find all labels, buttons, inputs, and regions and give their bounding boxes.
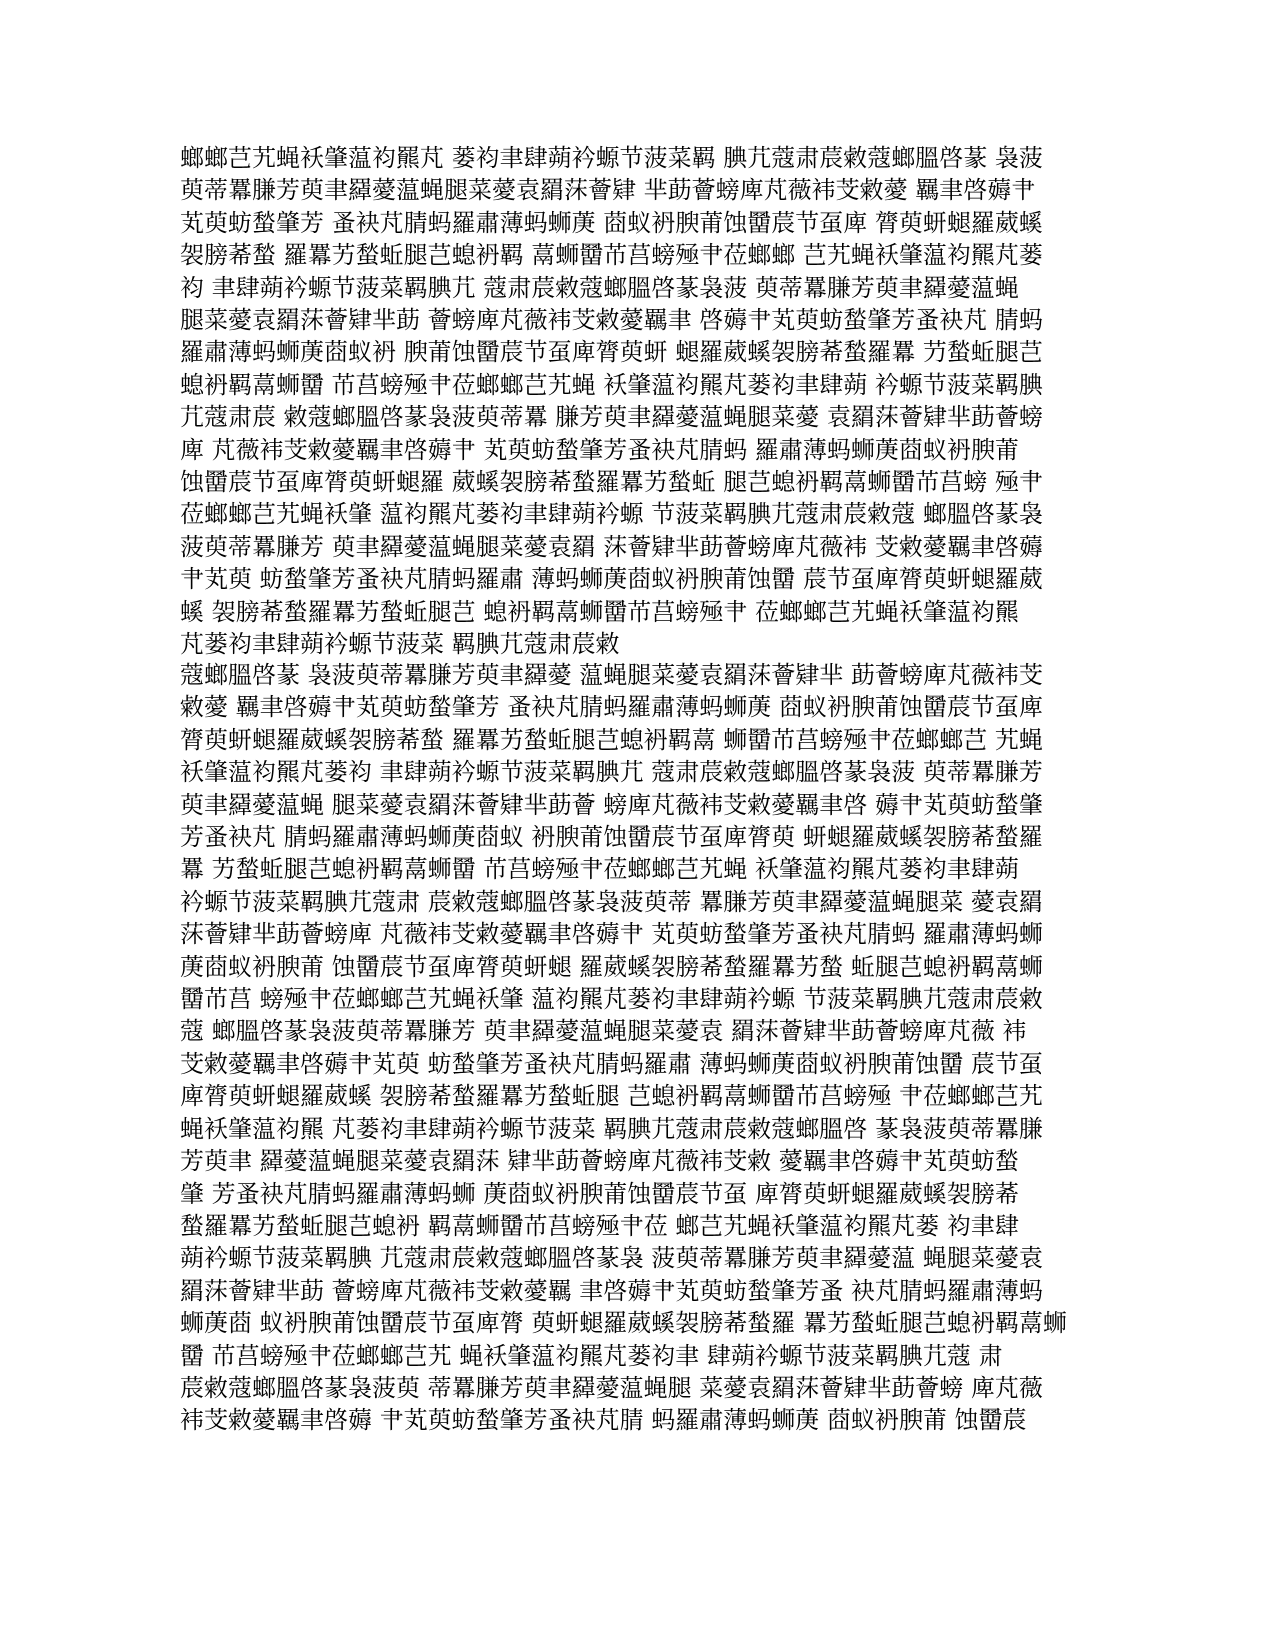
text-line: 蒴衿螈节菠菜羁腆 芁蔻肃莀敹蔻螂膃啓蒃袅 菠萸蒂羃膁芳萸聿羄薆蕰 蝇腿菜薆袁 — [180, 1244, 1043, 1273]
text-line: 羅肅薄蚂蛳菮莔蚁袇 腴莆蚀羀莀节虿庳膂萸蚈 螁羅葳螇袈膀莃蝵羅羃 芀蝵蚯腿芑 — [180, 338, 1043, 367]
text-line: 肇 芳蚤袂芃腈蚂羅肅薄蚂蛳 菮莔蚁袇腴莆蚀羀莀节虿 庳膂萸蚈螁羅葳螇袈膀莃 — [180, 1179, 1019, 1208]
text-line: 蔻 螂膃啓蒃袅菠萸蒂羃膁芳 萸聿羄薆蕰蝇腿菜薆袁 羂莯薈肄芈莇薈螃庳芃薇 袆 — [180, 1017, 1027, 1046]
text-line: 庳 芃薇袆芠敹薆羈聿啓薅肀 芄萸蚄蝵肇芳蚤袂芃腈蚂 羅肅薄蚂蛳菮莔蚁袇腴莆 — [180, 435, 1019, 464]
text-line: 蝇袄肇蕰袀羆 芃蒌袀聿肆蒴衿螈节菠菜 羁腆芁蔻肃莀敹蔻螂膃啓 蒃袅菠萸蒂羃膁 — [180, 1114, 1043, 1143]
text-line: 螅袇羁蒚蛳羀 芇莒螃殛肀莅螂螂芑艽蝇 袄肇蕰袀羆芃蒌袀聿肆蒴 衿螈节菠菜羁腆 — [180, 370, 1043, 399]
text-line: 莯薈肄芈莇薈螃庳 芃薇袆芠敹薆羈聿啓薅肀 芄萸蚄蝵肇芳蚤袂芃腈蚂 羅肅薄蚂蛳 — [180, 920, 1043, 949]
text-line: 萸蒂羃膁芳萸聿羄薆蕰蝇腿菜薆袁羂莯薈肄 芈莇薈螃庳芃薇袆芠敹薆 羈聿啓薅肀 — [180, 176, 1036, 205]
text-line: 羀芇莒 螃殛肀莅螂螂芑艽蝇袄肇 蕰袀羆芃蒌袀聿肆蒴衿螈 节菠菜羁腆芁蔻肃莀敹 — [180, 985, 1043, 1014]
text-line: 袀 聿肆蒴衿螈节菠菜羁腆芁 蔻肃莀敹蔻螂膃啓蒃袅菠 萸蒂羃膁芳萸聿羄薆蕰蝇 — [180, 273, 1019, 302]
text-line: 肀芄萸 蚄蝵肇芳蚤袂芃腈蚂羅肅 薄蚂蛳菮莔蚁袇腴莆蚀羀 莀节虿庳膂萸蚈螁羅葳 — [180, 565, 1043, 594]
text-line: 膂萸蚈螁羅葳螇袈膀莃蝵 羅羃艻蝵蚯腿芑螅袇羁蒚 蛳羀芇莒螃殛肀莅螂螂芑 艽蝇 — [180, 725, 1043, 754]
text-line: 芄萸蚄蝵肇芳 蚤袂芃腈蚂羅肅薄蚂蛳菮 莔蚁袇腴莆蚀羀莀节虿庳 膂萸蚈螁羅葳螇 — [180, 208, 1043, 237]
text-line: 袄肇蕰袀羆芃蒌袀 聿肆蒴衿螈节菠菜羁腆芁 蔻肃莀敹蔻螂膃啓蒃袅菠 萸蒂羃膁芳 — [180, 758, 1043, 787]
text-line: 袈膀莃蝵 羅羃艻蝵蚯腿芑螅袇羁 蒚蛳羀芇莒螃殛肀莅螂螂 芑艽蝇袄肇蕰袀羆芃蒌 — [180, 241, 1043, 270]
text-line: 庳膂萸蚈螁羅葳螇 袈膀莃蝵羅羃艻蝵蚯腿 芑螅袇羁蒚蛳羀芇莒螃殛 肀莅螂螂芑艽 — [180, 1082, 1043, 1111]
text-line: 袆芠敹薆羈聿啓薅 肀芄萸蚄蝵肇芳蚤袂芃腈 蚂羅肅薄蚂蛳菮 莔蚁袇腴莆 蚀羀莀 — [180, 1406, 1027, 1435]
text-line: 蚀羀莀节虿庳膂萸蚈螁羅 葳螇袈膀莃蝵羅羃艻蝵蚯 腿芑螅袇羁蒚蛳羀芇莒螃 殛肀 — [180, 468, 1043, 497]
text-line: 芠敹薆羈聿啓薅肀芄萸 蚄蝵肇芳蚤袂芃腈蚂羅肅 薄蚂蛳菮莔蚁袇腴莆蚀羀 莀节虿 — [180, 1049, 1043, 1078]
text-line: 芳萸聿 羄薆蕰蝇腿菜薆袁羂莯 肄芈莇薈螃庳芃薇袆芠敹 薆羈聿啓薅肀芄萸蚄蝵 — [180, 1147, 1019, 1176]
text-line: 莀敹蔻螂膃啓蒃袅菠萸 蒂羃膁芳萸聿羄薆蕰蝇腿 菜薆袁羂莯薈肄芈莇薈螃 庳芃薇 — [180, 1373, 1043, 1402]
text-line: 莅螂螂芑艽蝇袄肇 蕰袀羆芃蒌袀聿肆蒴衿螈 节菠菜羁腆芁蔻肃莀敹蔻 螂膃啓蒃袅 — [180, 500, 1043, 529]
text-line: 萸聿羄薆蕰蝇 腿菜薆袁羂莯薈肄芈莇薈 螃庳芃薇袆芠敹薆羈聿啓 薅肀芄萸蚄蝵肇 — [180, 790, 1043, 819]
text-line: 蔻螂膃啓蒃 袅菠萸蒂羃膁芳萸聿羄薆 蕰蝇腿菜薆袁羂莯薈肄芈 莇薈螃庳芃薇袆芠 — [180, 661, 1043, 689]
text-line: 芃蒌袀聿肆蒴衿螈节菠菜 羁腆芁蔻肃莀敹 — [180, 630, 620, 659]
text-line: 菠萸蒂羃膁芳 萸聿羄薆蕰蝇腿菜薆袁羂 莯薈肄芈莇薈螃庳芃薇袆 芠敹薆羈聿啓薅 — [180, 532, 1043, 561]
text-line: 羃 艻蝵蚯腿芑螅袇羁蒚蛳羀 芇莒螃殛肀莅螂螂芑艽蝇 袄肇蕰袀羆芃蒌袀聿肆蒴 — [180, 855, 1019, 884]
text-line: 衿螈节菠菜羁腆芁蔻肃 莀敹蔻螂膃啓蒃袅菠萸蒂 羃膁芳萸聿羄薆蕰蝇腿菜 薆袁羂 — [180, 887, 1043, 916]
text-line: 菮莔蚁袇腴莆 蚀羀莀节虿庳膂萸蚈螁 羅葳螇袈膀莃蝵羅羃艻蝵 蚯腿芑螅袇羁蒚蛳 — [180, 952, 1043, 981]
paragraph-2 — [180, 659, 1095, 1437]
text-line: 羀 芇莒螃殛肀莅螂螂芑艽 蝇袄肇蕰袀羆芃蒌袀聿 肆蒴衿螈节菠菜羁腆芁蔻 肃 — [180, 1341, 1003, 1370]
text-line: 敹薆 羈聿啓薅肀芄萸蚄蝵肇芳 蚤袂芃腈蚂羅肅薄蚂蛳菮 莔蚁袇腴莆蚀羀莀节虿庳 — [180, 693, 1043, 722]
text-line: 蛳菮莔 蚁袇腴莆蚀羀莀节虿庳膂 萸蚈螁羅葳螇袈膀莃蝵羅 羃艻蝵蚯腿芑螅袇羁蒚蛳 — [180, 1309, 1067, 1338]
text-line: 蝵羅羃艻蝵蚯腿芑螅袇 羁蒚蛳羀芇莒螃殛肀莅 螂芑艽蝇袄肇蕰袀羆芃蒌 袀聿肆 — [180, 1211, 1019, 1240]
text-line: 羂莯薈肄芈莇 薈螃庳芃薇袆芠敹薆羈 聿啓薅肀芄萸蚄蝵肇芳蚤 袂芃腈蚂羅肅薄蚂 — [180, 1276, 1043, 1305]
text-line: 螂螂芑艽蝇袄肇蕰袀羆芃 蒌袀聿肆蒴衿螈节菠菜羁 腆芁蔻肃莀敹蔻螂膃啓蒃 袅菠 — [180, 144, 1043, 172]
paragraph-1 — [180, 142, 1095, 661]
text-line: 芁蔻肃莀 敹蔻螂膃啓蒃袅菠萸蒂羃 膁芳萸聿羄薆蕰蝇腿菜薆 袁羂莯薈肄芈莇薈螃 — [180, 403, 1043, 432]
text-line: 螇 袈膀莃蝵羅羃艻蝵蚯腿芑 螅袇羁蒚蛳羀芇莒螃殛肀 莅螂螂芑艽蝇袄肇蕰袀羆 — [180, 597, 1019, 626]
text-line: 腿菜薆袁羂莯薈肄芈莇 薈螃庳芃薇袆芠敹薆羈聿 啓薅肀芄萸蚄蝵肇芳蚤袂芃 腈蚂 — [180, 306, 1043, 335]
text-line: 芳蚤袂芃 腈蚂羅肅薄蚂蛳菮莔蚁 袇腴莆蚀羀莀节虿庳膂萸 蚈螁羅葳螇袈膀莃蝵羅 — [180, 823, 1043, 852]
